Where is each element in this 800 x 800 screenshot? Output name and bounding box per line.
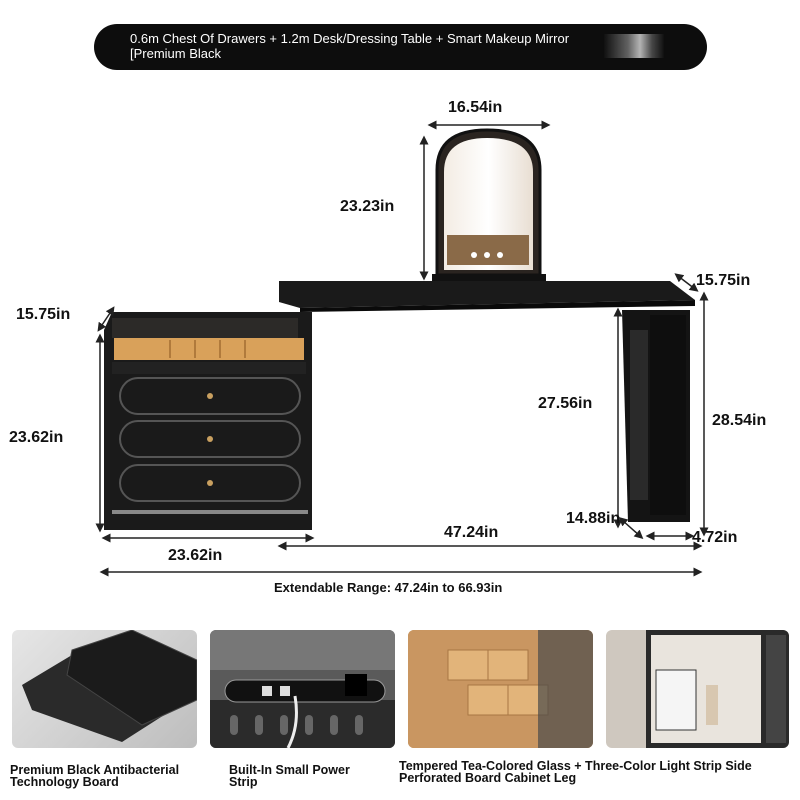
jewelry-drawer-image	[408, 630, 593, 748]
title-banner	[94, 24, 707, 70]
caption-board: Premium Black Antibacterial Technology Board	[10, 763, 180, 789]
chest-of-drawers	[104, 312, 312, 530]
extendable-range-label: Extendable Range: 47.24in to 66.93in	[274, 580, 503, 595]
board-sample-image	[12, 630, 197, 748]
mirror-height-label: 23.23in	[340, 198, 395, 215]
desk-inner-height-label: 27.56in	[538, 395, 593, 412]
chest-height-label: 23.62in	[9, 429, 64, 446]
title-decoration	[604, 34, 664, 58]
product-illustration	[0, 90, 800, 600]
desk-length-label: 47.24in	[444, 524, 499, 541]
mirror-width-label: 16.54in	[448, 99, 503, 116]
desk-depth-label: 15.75in	[696, 272, 751, 289]
power-strip-image	[210, 630, 395, 748]
caption-power-strip: Built-In Small Power Strip	[229, 763, 350, 789]
makeup-mirror	[432, 130, 546, 284]
leg-width-label: 4.72in	[692, 529, 738, 546]
cabinet-leg-image	[606, 630, 789, 748]
chest-depth-label: 15.75in	[16, 306, 71, 323]
leg-depth-label: 14.88in	[566, 510, 621, 527]
caption-glass-cabinet: Tempered Tea-Colored Glass + Three-Color Light Strip Side Perforated Board Cabinet Leg	[399, 759, 752, 785]
desk-total-height-label: 28.54in	[712, 412, 767, 429]
desk	[279, 281, 695, 522]
product-title: 0.6m Chest Of Drawers + 1.2m Desk/Dressing Table + Smart Makeup Mirror [Premium Black	[130, 31, 570, 61]
chest-width-label: 23.62in	[168, 547, 223, 564]
